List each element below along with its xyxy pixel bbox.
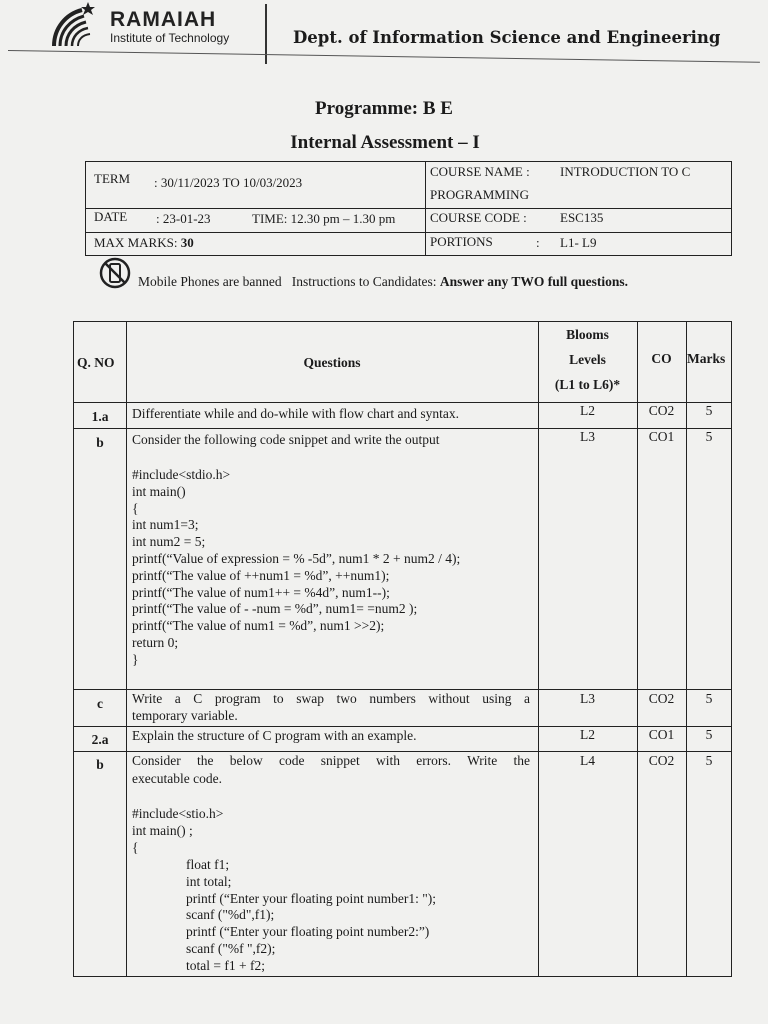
row-marks: 5 [705, 429, 713, 444]
header-blooms-3: (L1 to L6)* [554, 377, 621, 392]
course-code-value: ESC135 [560, 210, 604, 225]
course-name-label: COURSE NAME : [430, 164, 530, 179]
row-line [74, 751, 731, 752]
row-qno: 1.a [91, 409, 109, 424]
code-snippet: #include<stdio.h> int main() { int num1=3; int num2 = 5; printf(“Value of expression = % -5d”, num1 * 2 + num2 / 4); printf(“The value of ++num1 = %d”, ++num1); printf(“The value of num1++ = %4d”, num1--); printf(“The value of - -num = %d”, num1= =num2 ); printf(“The value of num1 = %d”, num1 >>2); return 0; } [132, 467, 461, 667]
row-marks: 5 [705, 691, 713, 706]
header-blooms-1: Blooms [566, 327, 609, 342]
row-blooms: L3 [580, 691, 595, 706]
row-blooms: L3 [580, 429, 595, 444]
row-question: Consider the following code snippet and write the output [132, 432, 440, 447]
institute-name: RAMAIAH [110, 8, 217, 31]
row-qno: b [96, 757, 104, 772]
max-marks-value: 30 [180, 235, 194, 250]
header-marks: Marks [687, 351, 726, 366]
header-questions: Questions [303, 355, 361, 370]
info-row-line [86, 232, 731, 233]
course-name-value: INTRODUCTION TO C [560, 164, 691, 179]
row-marks: 5 [705, 403, 713, 418]
course-code-label: COURSE CODE : [430, 210, 527, 225]
course-info-table [85, 161, 732, 256]
row-question: Write a C program to swap two numbers without using a [132, 691, 530, 706]
col-line [686, 322, 687, 976]
header-co: CO [651, 351, 672, 366]
institute-subtitle: Institute of Technology [110, 31, 230, 45]
term-value: : 30/11/2023 TO 10/03/2023 [154, 175, 303, 190]
row-marks: 5 [705, 727, 713, 742]
col-line [126, 322, 127, 976]
header-qno: Q. NO [77, 355, 115, 370]
row-question: Differentiate while and do-while with flow chart and syntax. [132, 406, 460, 421]
course-name-value-cont: PROGRAMMING [430, 187, 529, 202]
instructions-prefix: Instructions to Candidates: [291, 274, 437, 289]
max-marks-label: MAX MARKS: [94, 235, 178, 250]
row-blooms: L4 [580, 753, 595, 768]
row-blooms: L2 [580, 727, 595, 742]
instructions-line [99, 257, 739, 293]
col-line [637, 322, 638, 976]
ramaiah-logo-icon [48, 0, 104, 50]
row-line [74, 689, 731, 690]
code-snippet-head: #include<stio.h> int main() ; { [132, 806, 224, 855]
row-co: CO1 [648, 429, 675, 444]
header-blooms-2: Levels [569, 352, 606, 367]
portions-value: L1- L9 [560, 235, 597, 250]
term-label: TERM [94, 171, 131, 186]
row-question-cont: executable code. [132, 771, 222, 786]
row-co: CO1 [648, 727, 675, 742]
row-question: Consider the below code snippet with errors. Write the [132, 753, 530, 768]
date-label: DATE [94, 209, 128, 224]
assessment-title: Internal Assessment – I [290, 132, 480, 153]
col-line [538, 322, 539, 976]
info-row-line [86, 208, 731, 209]
programme-title: Programme: B E [315, 98, 453, 119]
row-qno: 2.a [91, 732, 109, 747]
instructions-bold: Answer any TWO full questions. [439, 274, 628, 289]
row-co: CO2 [648, 753, 675, 768]
date-value: : 23-01-23 [156, 211, 211, 226]
row-qno: c [97, 696, 103, 711]
phones-banned-note: Mobile Phones are banned [138, 274, 282, 289]
instructions-text [138, 274, 628, 290]
row-question-cont: temporary variable. [132, 708, 238, 723]
questions-table [73, 321, 732, 977]
max-marks [94, 235, 194, 251]
row-co: CO2 [648, 403, 675, 418]
row-qno: b [96, 435, 104, 450]
row-co: CO2 [648, 691, 675, 706]
code-snippet-body: float f1; int total; printf (“Enter your floating point number1: "); scanf ("%d",f1); printf (“Enter your floating point number2:”) scanf ("%f ",f2); total = f1 + f2; [186, 857, 436, 973]
row-question: Explain the structure of C program with an example. [132, 728, 417, 743]
portions-colon: : [536, 235, 540, 250]
time-value: TIME: 12.30 pm – 1.30 pm [252, 211, 396, 226]
row-blooms: L2 [580, 403, 595, 418]
no-mobile-phone-icon [99, 257, 131, 289]
department-title: Dept. of Information Science and Engineering [293, 28, 721, 47]
row-marks: 5 [705, 753, 713, 768]
portions-label: PORTIONS [430, 234, 493, 249]
